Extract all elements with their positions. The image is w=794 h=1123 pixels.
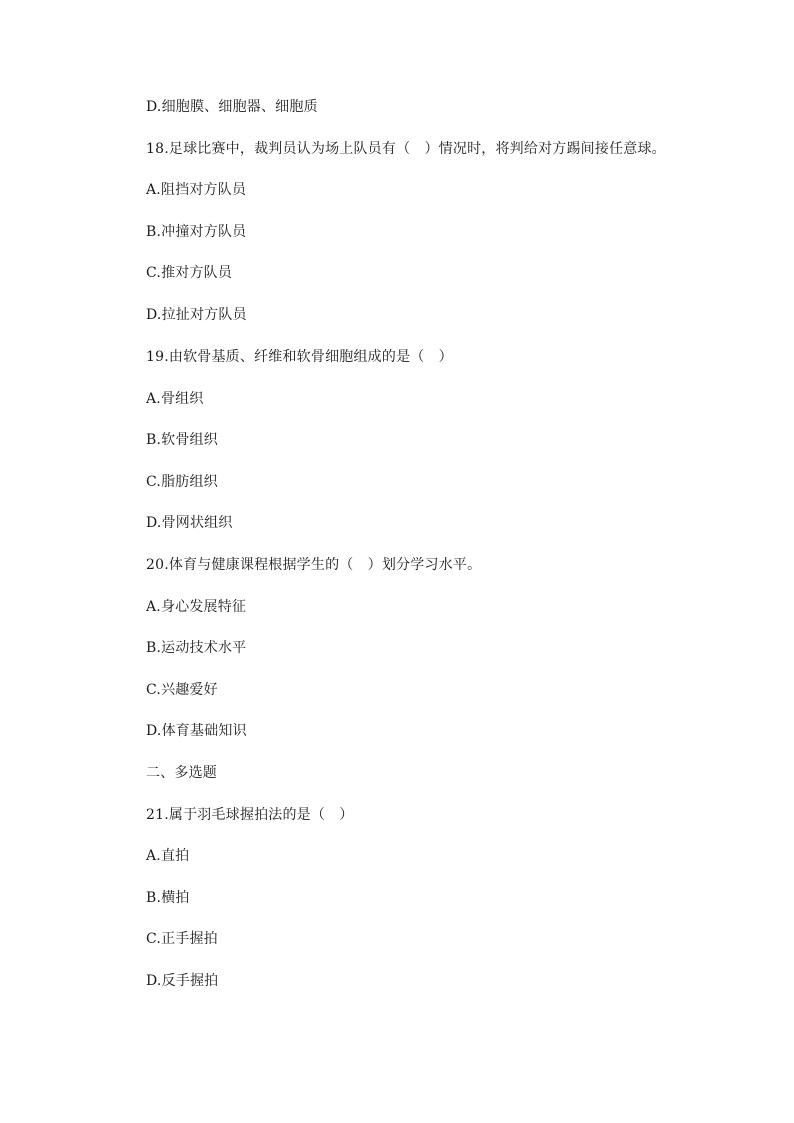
- question-21: 21.属于羽毛球握拍法的是（ ）: [146, 807, 354, 823]
- option-21-b: B.横拍: [146, 890, 190, 906]
- option-19-a: A.骨组织: [146, 391, 204, 407]
- option-18-a: A.阻挡对方队员: [146, 182, 247, 198]
- option-19-d: D.骨网状组织: [146, 515, 233, 531]
- option-18-c: C.推对方队员: [146, 265, 233, 281]
- option-18-d: D.拉扯对方队员: [146, 307, 247, 323]
- option-20-d: D.体育基础知识: [146, 723, 247, 739]
- question-18: 18.足球比赛中，裁判员认为场上队员有（ ）情况时，将判给对方踢间接任意球。: [146, 141, 666, 157]
- option-18-b: B.冲撞对方队员: [146, 224, 247, 240]
- option-20-a: A.身心发展特征: [146, 599, 247, 615]
- option-19-b: B.软骨组织: [146, 432, 218, 448]
- option-19-c: C.脂肪组织: [146, 474, 218, 490]
- option-21-c: C.正手握拍: [146, 931, 218, 947]
- question-20: 20.体育与健康课程根据学生的（ ）划分学习水平。: [146, 557, 482, 573]
- option-21-d: D.反手握拍: [146, 973, 219, 989]
- option-17-d: D.细胞膜、细胞器、细胞质: [146, 99, 318, 115]
- option-20-c: C.兴趣爱好: [146, 682, 218, 698]
- option-20-b: B.运动技术水平: [146, 640, 247, 656]
- question-19: 19.由软骨基质、纤维和软骨细胞组成的是（ ）: [146, 349, 453, 365]
- section-heading-multiple-choice: 二、多选题: [146, 765, 217, 781]
- option-21-a: A.直拍: [146, 848, 190, 864]
